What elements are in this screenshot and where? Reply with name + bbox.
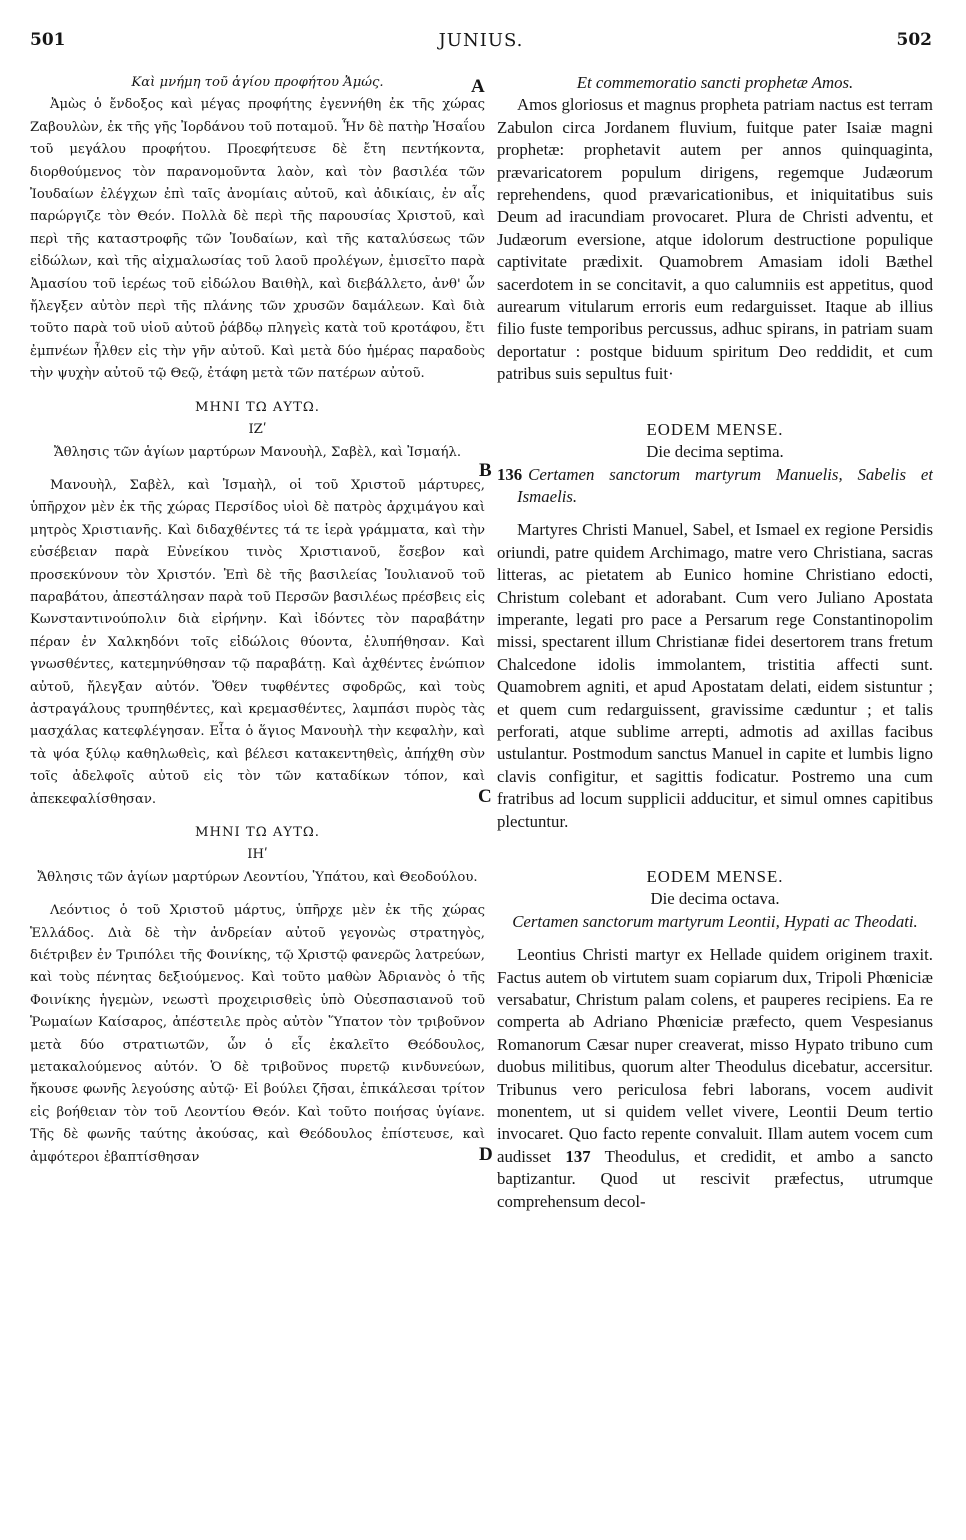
margin-marker-d: D bbox=[479, 1144, 493, 1165]
greek-month-heading-1: ΜΗΝΙ ΤΩ ΑΥΤΩ. bbox=[194, 399, 321, 415]
latin-month-heading-1: EODEM MENSE. bbox=[646, 419, 784, 439]
greek-text-1: Μανουὴλ, Σαβὲλ, καὶ Ἰσμαὴλ, οἱ τοῦ Χριστοῦ μάρτυρες, ὑπῆρχον μὲν ἐκ τῆς χώρας Περσίδος υἱοὶ δὲ πατρὸς ἀρχιμάγου καὶ μητρὸς Χριστιανῆς. Καὶ διδαχθέντες τά τε ἱερὰ γράμματα, καὶ τὴν εὐσέβειαν παρὰ Εὐνείκου τινὸς Χριστιανοῦ, ἔσεβον καὶ προσεκύνουν τὸν Χριστόν. Ἐπὶ δὲ τῆς βασιλείας Ἰουλιανοῦ τοῦ παραβάτου, ἀπεστάλησαν παρὰ τοῦ Περσῶν βασιλέως πρέσβεις εἰς Κωνσταντινούπολιν διὰ εἰρήνην. Καὶ ἰδόντες τὸν παραβάτην πέραν ἐν Χαλκηδόνι τοῖς εἰδώλοις θύοντα, ἐλυπήθησαν. Καὶ γνωσθέντες, κατεμηνύθησαν τῷ παραβάτῃ. Καὶ ἀχθέντες ἐνώπιον αὐτοῦ, ἤλεγξαν αὐτόν. Ὅθεν τυφθέντες σφοδρῶς, καὶ τοὺς ἀστραγάλους τρυπηθέντες, καὶ κρεμασθέντες, λαμπάσι πυρὸς τὰς μασχάλας κατεφλέγησαν. Εἶτα ὁ ἅγιος Μανουὴλ τὴν κεφαλὴν, καὶ τὰ ψόα ξύλῳ καθηλωθεὶς, καὶ βέλεσι κατακεντηθεὶς, ἀπήχθη σὺν τοῖς ἀδελφοῖς αὐτοῦ εἰς τὸν τῶν καταδίκων τόπον, καὶ ἀπεκεφαλίσθησαν. bbox=[30, 477, 485, 807]
latin-text-2a: Leontius Christi martyr ex Hellade quidem originem traxit. Factus autem ob virtutem suam copiarum dux, Tripoli Phœniciæ versabatur, Christum palam colens, et pauperes recipiens. Ea re comperta ab Adriano Phœniciæ præfecto, quem Vespesianus Romanorum Cæsar nuper creaverat, misso Hypato tribuno cum duobus militibus, quorum alter Theodulus dicebatur, accersitur. Tribunus vero periculosa febri laborans, vocem audivit monentem, ut si quidem vellet vivere, Leontii Deum tertio invocaret. Quo facto repente convaluit. Illam autem vocem cum audisset bbox=[497, 945, 933, 1166]
margin-marker-a: A bbox=[471, 76, 485, 97]
latin-amos-title: Et commemoratio sancti prophetæ Amos. bbox=[576, 73, 854, 92]
greek-amos-title: Καὶ μνήμη τοῦ ἁγίου προφήτου Ἀμώς. bbox=[131, 75, 384, 90]
latin-day-1: Die decima septima. bbox=[646, 442, 784, 462]
latin-amos-text: Amos gloriosus et magnus propheta patriam nactus est terram Zabulon circa Jordanem fluvium, fuitque pater Isaiæ magni prophetæ: prophetavit autem per annos quinquaginta, prævaricatorem populum dirigens, regemque Judæorum reprehendens, quod prævaricationibus, et iniquitatibus suis Deum ad iracundiam provocaret. Plura de Christi adventu, et Judæorum eversione, atque idolorum destructione populique captivitate prædixit. Quamobrem Amasiam idoli Bæthel sacerdotem in se concitavit, a quo calumniis est appetitus, quod aurearum vitularum erroris eum redarguisset. Itaque ab illius filio fuste temporibus percussus, adhuc spirans, in patriam suam deportatur : postque biduum spiritum Deo reddidit, et cum patribus suis sepultus fuit· bbox=[497, 95, 933, 384]
greek-day-2: ΙΗʹ bbox=[247, 847, 268, 863]
greek-day-1: ΙΖʹ bbox=[248, 422, 267, 438]
margin-marker-c: C bbox=[478, 786, 492, 807]
latin-text-2b: Theodulus, et credidit, et ambo a sancto baptizantur. Quod ut rescivit præfectus, utrumque comprehensum decol- bbox=[497, 1146, 933, 1211]
margin-number-136: 136 bbox=[497, 464, 523, 484]
page-number-left: 501 bbox=[30, 30, 66, 50]
latin-month-heading-2: EODEM MENSE. bbox=[646, 867, 784, 886]
latin-text-2 bbox=[497, 944, 933, 1213]
running-title: JUNIUS. bbox=[438, 30, 524, 51]
margin-number-137: 137 bbox=[565, 1146, 591, 1166]
greek-text-2: Λεόντιος ὁ τοῦ Χριστοῦ μάρτυς, ὑπῆρχε μὲν ἐκ τῆς χώρας Ἑλλάδος. Διὰ δὲ τὴν ἀνδρείαν αὐτοῦ γεγονὼς στρατηγὸς, διέτριβεν ἐν Τριπόλει τῆς Φοινίκης, τῷ Χριστῷ φανερῶς λατρεύων, καὶ τοὺς πένητας δεξιούμενος. Καὶ τοῦτο μαθὼν Ἀδριανὸς ὁ τῆς Φοινίκης ἡγεμὼν, νεωστὶ προχειρισθεὶς ὑπὸ Οὐεσπασιανοῦ τοῦ Ῥωμαίων Καίσαρος, ἀπέστειλε πρὸς αὐτὸν Ὕπατον τὸν τριβοῦνον μετὰ δύο στρατιωτῶν, ὧν ὁ εἷς ἐκαλεῖτο Θεόδουλος, μετακαλούμενος αὐτόν. Ὁ δὲ τριβοῦνος πυρετῷ κινδυνεύων, ἤκουσε φωνῆς λεγούσης αὐτῷ· Εἰ βούλει ζῆσαι, ἐπικάλεσαι τρίτον εἰς βοήθειαν τὸν τοῦ Λεοντίου Θεόν. Καὶ τοῦτο ποιήσας ὑγίανε. Τῆς δὲ φωνῆς ταύτης ἀκούσας, καὶ Θεόδουλος ἐπίστευσε, καὶ ἀμφότεροι ἐβαπτίσθησαν bbox=[30, 903, 485, 1165]
greek-title-1: Ἄθλησις τῶν ἁγίων μαρτύρων Μανουὴλ, Σαβὲλ, καὶ Ἰσμαήλ. bbox=[53, 444, 462, 460]
latin-text-1: Martyres Christi Manuel, Sabel, et Ismael ex regione Persidis oriundi, patre quidem Archimago, matre vero Christiana, sacras litteras, ac pietatem ab Eunico homine Christiano edocti, Christum colebant et adorabant. Cum vero Juliano Apostata imperante, legati pro pace a Persarum rege Constantinopolim missi, spectarent illum Christianæ fidei desertorem trans fretum Chalcedone idolis immolantem, tristitia affecti sunt. Quamobrem agniti, et apud Apostatam delati, eidem sistuntur ; et quem cum redarguissent, gravissime cæduntur ; et talis perforati, atque sublime arrepti, admotis ad axillas facibus ustulantur. Postmodum sanctus Manuel in capite et lumbis ligno clavis configitur, et sagittis fodicatur. Postremo una cum fratribus ad locum supplicii adducitur, et simul omnes capitibus plectuntur. bbox=[497, 520, 933, 831]
margin-marker-b: B bbox=[479, 460, 492, 481]
page-number-right: 502 bbox=[896, 30, 932, 50]
greek-amos-text: Ἀμὼς ὁ ἔνδοξος καὶ μέγας προφήτης ἐγεννήθη ἐκ τῆς χώρας Ζαβουλὼν, ἐκ τῆς γῆς Ἰορδάνου τοῦ ποταμοῦ. Ἦν δὲ πατὴρ Ἡσαΐου τοῦ μεγάλου προφήτου. Προεφήτευσε δὲ ἔτη πεντήκοντα, διορθούμενος τὸν παρανομοῦντα λαὸν, καὶ τὸν βασιλέα τῶν Ἰουδαίων ἐλέγχων ἐπὶ ταῖς ἀνομίαις αὐτοῦ, καὶ ἀδικίαις, ἐν αἷς παρώργιζε τὸν Θεόν. Πολλὰ δὲ περὶ τῆς παρουσίας Χριστοῦ, καὶ περὶ τῆς καταστροφῆς τῶν Ἰουδαίων, καὶ τῆς καταλύσεως τῶν εἰδώλων, καὶ τῆς αἰχμαλωσίας τοῦ λαοῦ προλέγων, ἐμισεῖτο παρὰ Ἀμασίου τοῦ ἱερέως τοῦ εἰδώλου Βαιθὴλ, καὶ διεβάλλετο, ἀνθ' ὧν ἤλεγξεν αὐτὸν περὶ τῆς πλάνης τῶν χρυσῶν δαμάλεων. Καὶ διὰ τοῦτο παρὰ τοῦ υἱοῦ αὐτοῦ ῥάβδῳ πληγεὶς κατὰ τοῦ κροτάφου, ἔτι ἐμπνέων ἦλθεν εἰς τὴν γῆν αὐτοῦ. Καὶ μετὰ δύο ἡμέρας παραδοὺς τὴν ψυχὴν αὐτοῦ τῷ Θεῷ, ἐτάφη μετὰ τῶν πατέρων αὐτοῦ. bbox=[30, 97, 485, 382]
latin-section-title-1 bbox=[497, 464, 933, 509]
page-header bbox=[30, 30, 932, 60]
greek-title-2: Ἄθλησις τῶν ἁγίων μαρτύρων Λεοντίου, Ὑπάτου, καὶ Θεοδούλου. bbox=[37, 869, 478, 885]
latin-title-2: Certamen sanctorum martyrum Leontii, Hypati ac Theodati. bbox=[512, 911, 918, 931]
latin-title-1: Certamen sanctorum martyrum Manuelis, Sabelis et Ismaelis. bbox=[517, 464, 933, 506]
latin-day-2: Die decima octava. bbox=[650, 889, 780, 909]
greek-column bbox=[30, 72, 485, 1522]
latin-column bbox=[497, 72, 933, 1522]
greek-month-heading-2: ΜΗΝΙ ΤΩ ΑΥΤΩ. bbox=[194, 825, 321, 840]
